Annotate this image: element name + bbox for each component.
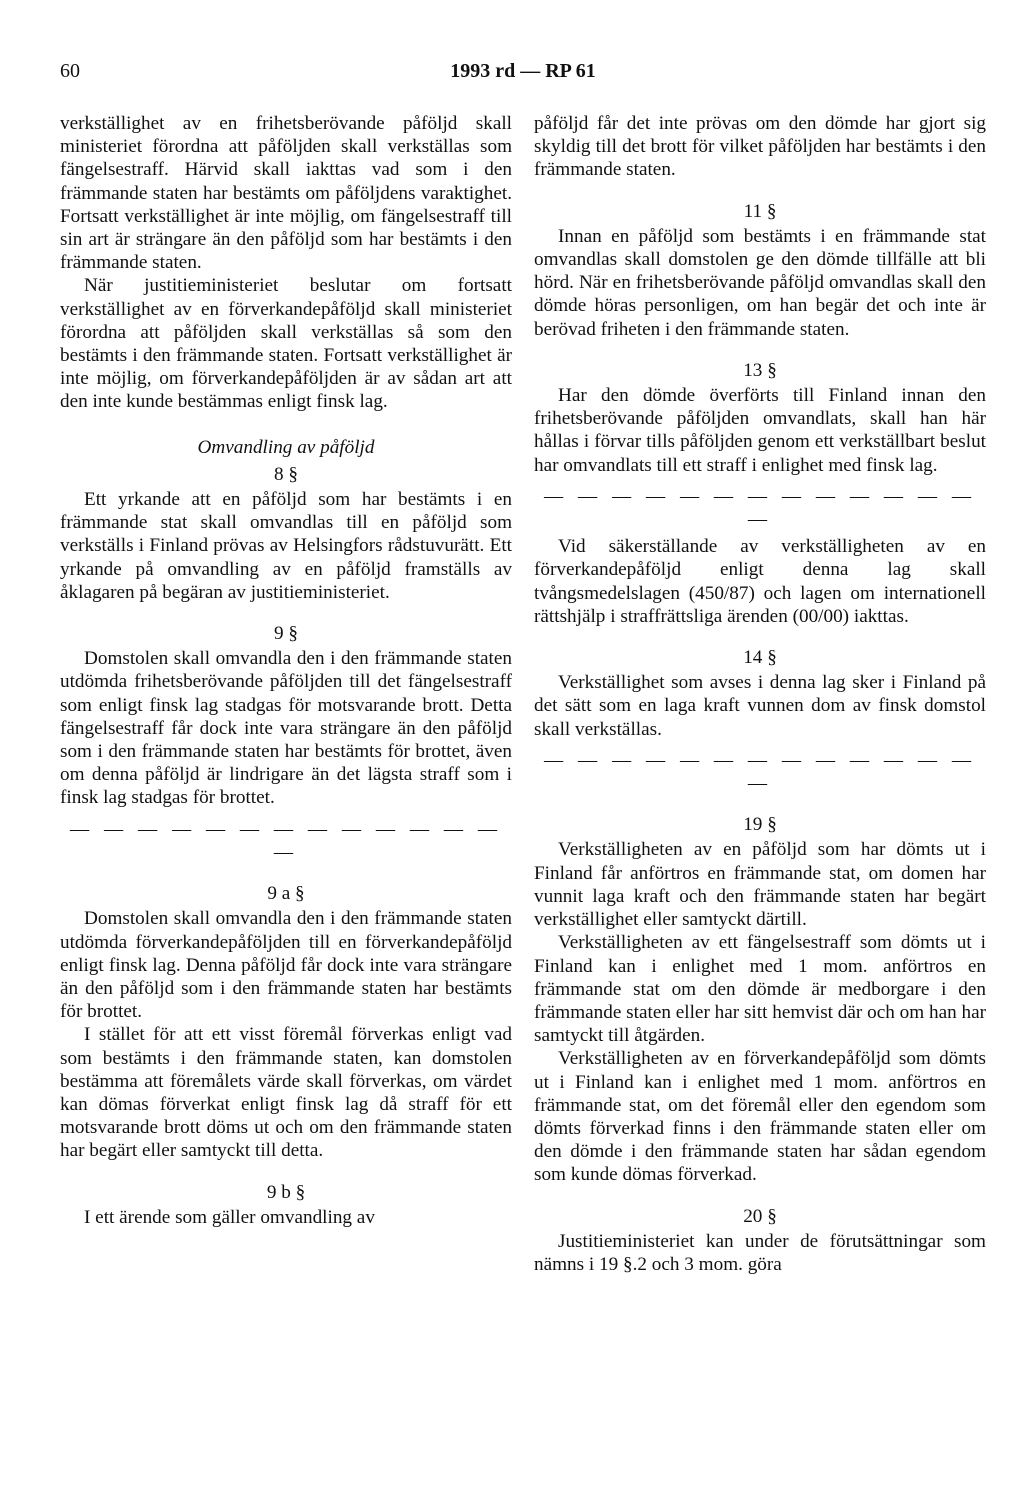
- section-number: 19 §: [743, 814, 777, 836]
- paragraph: I ett ärende som gäller omvandling av: [84, 1206, 375, 1228]
- section-number: 9 §: [274, 623, 298, 645]
- paragraph: Domstolen skall omvandla den i den främmande staten utdömda förverkandepåföljden till en förverkandepåföljd enligt finsk lag. Denna påföljd får dock inte vara strängare än den påföljd som i den främmande staten har bestämts för brottet.: [60, 908, 512, 1023]
- right-column: [534, 112, 986, 1276]
- paragraph: Ett yrkande att en påföljd som har bestämts i en främmande stat skall omvandlas till en påföljd som verkställs i Finland prövas av Helsingfors rådstuvurätt. Ett yrkande på omvandling av en påföljd framställs av åklagaren på begäran av justitieministeriet.: [60, 489, 512, 603]
- section-heading: Omvandling av påföljd: [197, 436, 375, 458]
- paragraph: Verkställigheten av en förverkandepåföljd som dömts ut i Finland kan i enlighet med 1 mom. anförtros en främmande stat, om det föremål eller den egendom som dömts förverkad finns i den främmande staten eller om den dömde i den främmande staten har sådan egendom som kunde dömas förverkad.: [534, 1048, 986, 1186]
- paragraph: Innan en påföljd som bestämts i en främmande stat omvandlas skall domstolen ge den dömde tillfälle att bli hörd. När en frihetsberövande påföljd omvandlas skall den dömde höras personligen, om han begär det och inte är berövad friheten i den främmande staten.: [534, 225, 986, 340]
- page-header: [60, 60, 986, 86]
- paragraph: Justitieministeriet kan under de förutsättningar som nämns i 19 §.2 och 3 mom. göra: [534, 1230, 986, 1275]
- paragraph: påföljd får det inte prövas om den dömde har gjort sig skyldig till det brott för vilket påföljden har bestämts i den främmande staten.: [534, 113, 986, 181]
- section-number: 9 b §: [266, 1181, 306, 1203]
- section-number: 11 §: [743, 200, 777, 222]
- section-number: 20 §: [743, 1205, 777, 1227]
- paragraph: I stället för att ett visst föremål förverkas enligt vad som bestämts i den främmande staten, kan domstolen bestämma att föremålets värde skall förverkas, om värdet kan dömas förverkat enligt finsk lag då straff för ett motsvarande brott döms ut och om den främmande staten har begärt eller samtyckt till detta.: [60, 1024, 512, 1162]
- paragraph: Vid säkerställande av verkställigheten av en förverkandepåföljd enligt denna lag skall tvångsmedelslagen (450/87) och lagen om internationell rättshjälp i straffrättsliga ärenden (00/00) iakttas.: [534, 536, 986, 627]
- omission-dashes: — — — — — — — — — — — — — —: [70, 818, 502, 863]
- omission-dashes: — — — — — — — — — — — — — —: [544, 749, 976, 795]
- omission-dashes: — — — — — — — — — — — — — —: [544, 485, 976, 531]
- paragraph: Verkställighet som avses i denna lag sker i Finland på det sätt som en laga kraft vunnen dom av finsk domstol skall verkställas.: [534, 672, 986, 740]
- page-number: 60: [60, 60, 80, 82]
- running-title: 1993 rd — RP 61: [450, 60, 596, 82]
- section-number: 9 a §: [267, 883, 305, 905]
- paragraph: verkställighet av en frihetsberövande påföljd skall ministeriet förordna att påföljden skall verkställas som fängelsestraff. Härvid skall iakttas vad som i den främmande staten har bestämts om påföljdens varaktighet. Fortsatt verkställighet är inte möjlig, om fängelsestraff till sin art är strängare än den påföljd som har bestämts i den främmande staten.: [60, 113, 512, 274]
- paragraph: Domstolen skall omvandla den i den främmande staten utdömda frihetsberövande påföljden till det fängelsestraff som enligt finsk lag stadgas för motsvarande brott. Detta fängelsestraff får dock inte vara strängare än den påföljd som i den främmande staten har bestämts för brottet, även om denna påföljd är lindrigare än det lägsta straff som i finsk lag stadgas för brottet.: [60, 648, 512, 809]
- paragraph: Har den dömde överförts till Finland innan den frihetsberövande påföljden omvandlats, skall han här hållas i förvar tills påföljden genom ett verkställbart beslut har omvandlats till ett straff i enlighet med finsk lag.: [534, 385, 986, 476]
- left-column: [60, 112, 512, 1229]
- paragraph: Verkställigheten av ett fängelsestraff som dömts ut i Finland kan i enlighet med 1 mom. anförtros en främmande stat om den dömde är medborgare i den främmande staten eller har sitt hemvist där och om han har samtyckt till åtgärden.: [534, 932, 986, 1047]
- section-number: 13 §: [743, 359, 777, 381]
- section-number: 14 §: [743, 647, 777, 669]
- paragraph: När justitieministeriet beslutar om fortsatt verkställighet av en förverkandepåföljd skall ministeriet förordna att påföljden skall verkställas så som den bestämts i den främmande staten. Fortsatt verkställighet är inte möjlig, om förverkandepåföljden är av sådan art att den inte kunde bestämmas enligt finsk lag.: [60, 275, 512, 413]
- paragraph: Verkställigheten av en påföljd som har dömts ut i Finland får anförtros en främmande stat, om domen har vunnit laga kraft och den främmande staten har begärt verkställighet eller samtyckt därtill.: [534, 839, 986, 931]
- section-number: 8 §: [274, 463, 298, 485]
